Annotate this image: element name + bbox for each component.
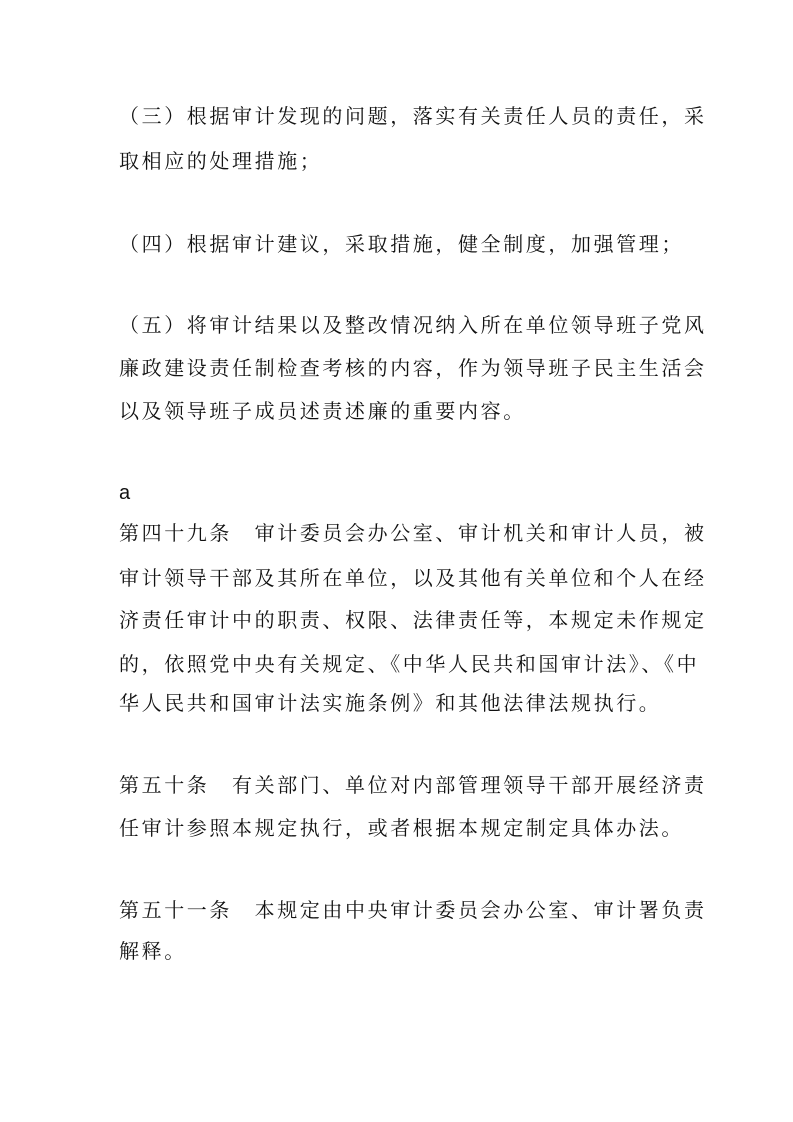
article-50-line-2: 任审计参照本规定执行，或者根据本规定制定具体办法。 [119,816,684,840]
paragraph-5-line-2: 廉政建设责任制检查考核的内容，作为领导班子民主生活会 [119,356,707,380]
article-49-line-5: 华人民共和国审计法实施条例》和其他法律法规执行。 [119,691,662,715]
article-49-line-3: 济责任审计中的职责、权限、法律责任等，本规定未作规定 [119,608,707,632]
paragraph-5-line-3: 以及领导班子成员述责述廉的重要内容。 [119,399,526,423]
article-49-line-2: 审计领导干部及其所在单位，以及其他有关单位和个人在经 [119,566,707,590]
paragraph-3-line-2: 取相应的处理措施； [119,149,323,173]
article-51-line-2: 解释。 [119,939,187,963]
article-49-line-4: 的，依照党中央有关规定、《中华人民共和国审计法》、《中 [119,652,700,676]
paragraph-4-line-1: （四）根据审计建议，采取措施，健全制度，加强管理； [119,232,684,256]
article-50-line-1: 第五十条 有关部门、单位对内部管理领导干部开展经济责 [119,773,707,797]
paragraph-3-line-1: （三）根据审计发现的问题，落实有关责任人员的责任，采 [119,104,707,128]
stray-mark: a [119,482,131,504]
paragraph-5-line-1: （五）将审计结果以及整改情况纳入所在单位领导班子党风 [119,313,707,337]
article-49-line-1: 第四十九条 审计委员会办公室、审计机关和审计人员，被 [119,521,707,545]
article-51-line-1: 第五十一条 本规定由中央审计委员会办公室、审计署负责 [119,898,707,922]
